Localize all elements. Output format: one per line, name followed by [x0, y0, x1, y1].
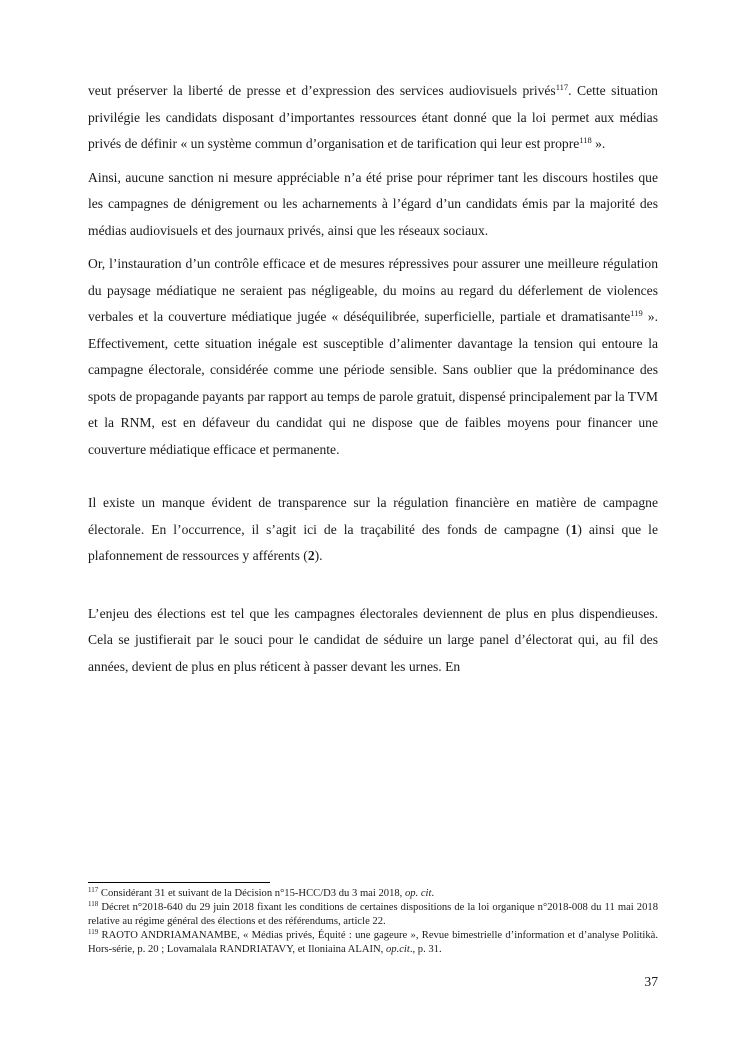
paragraph-4: Il existe un manque évident de transparence sur la régulation financière en matière de campagne électorale. En l’occurrence, il s’agit ici de la traçabilité des fonds de campagne (1) ainsi que le plafonnement de ressources y afférents (2). — [88, 495, 658, 563]
paragraph-1: veut préserver la liberté de presse et d’expression des services audiovisuels privés$^{117}$. Cette situation privilégie les candidats disposant d’importantes ressources étant donné que la loi permet aux médias privés de définir « un système commun d’organisation et de tarification qui leur est propre$^{118}$ ». — [88, 82, 658, 151]
page-body — [88, 78, 658, 680]
page-number: 37 — [644, 974, 658, 989]
footnote-ref-117[interactable]: 117 — [555, 82, 569, 92]
footnotes — [88, 887, 658, 957]
footnote-118: $^{118}$ Décret n°2018-640 du 29 juin 2018 fixant les conditions de certaines dispositions de la loi organique n°2018-008 du 11 mai 2018 relative au régime général des élections et des référendums, article 22. — [88, 900, 658, 927]
footnote-117: $^{117}$ Considérant 31 et suivant de la Décision n°15-HCC/D3 du 3 mai 2018, op. cit. — [88, 886, 435, 899]
footnote-ref-119[interactable]: 119 — [630, 308, 643, 318]
paragraph-3: Or, l’instauration d’un contrôle efficace et de mesures répressives pour assurer une meilleure régulation du paysage médiatique ne seraient pas négligeable, du moins au regard du déferlement de violences verbales et la couverture médiatique jugée « déséquilibrée, superficielle, partiale et dramatisante$^{119}$ ». Effectivement, cette situation inégale est susceptible d’alimenter davantage la tension qui entoure la campagne électorale, considérée comme une période sensible. Sans oublier que la prédominance des spots de propagande payants par rapport au temps de parole gratuit, dispensé principalement par la TVM et la RNM, est en défaveur du candidat qui ne dispose que de faibles moyens pour financer une couverture médiatique efficace et permanente. — [88, 256, 659, 457]
paragraph-5: L’enjeu des élections est tel que les campagnes électorales deviennent de plus en plus dispendieuses. Cela se justifierait par le souci pour le candidat de séduire un large panel d’électorat qui, au fil des années, devient de plus en plus réticent à passer devant les urnes. En — [88, 605, 658, 674]
footnote-ref-118[interactable]: 118 — [579, 135, 592, 145]
footnote-119: $^{119}$ RAOTO ANDRIAMANAMBE, « Médias privés, Équité : une gageure », Revue bimestrielle d’information et d’analyse Politikà. Hors-série, p. 20 ; Lovamalala RANDRIATAVY, et Iloniaina ALAIN, op.cit., p. 31. — [88, 928, 658, 955]
footnote-separator — [88, 882, 270, 883]
paragraph-2: Ainsi, aucune sanction ni mesure appréciable n’a été prise pour réprimer tant les discours hostiles que les campagnes de dénigrement ou les acharnements à l’égard d’un candidats émis par la majorité des médias audiovisuels et des journaux privés, ainsi que les réseaux sociaux. — [88, 169, 658, 238]
